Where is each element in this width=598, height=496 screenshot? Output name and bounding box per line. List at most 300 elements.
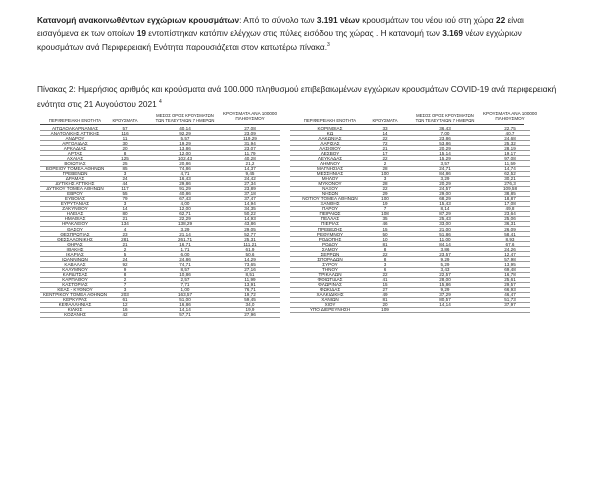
row-right-per100k: 57,98 bbox=[504, 256, 516, 262]
intro-text: : Από το σύνολο των bbox=[239, 15, 317, 25]
row-left-unit: ΘΕΣΣΑΛΟΝΙΚΗΣ bbox=[57, 236, 93, 242]
row-left-per100k: 73,65 bbox=[244, 261, 256, 267]
table-caption bbox=[37, 83, 565, 110]
row-right-avg: 8,14 bbox=[440, 206, 450, 212]
row-right-cases: 22 bbox=[382, 251, 388, 257]
row-left-unit: ΗΛΕΙΑΣ bbox=[66, 211, 84, 217]
row-left-per100k: 23,89 bbox=[244, 186, 256, 192]
row-left-cases: 21 bbox=[122, 216, 128, 222]
row-left-unit: ΑΝΔΡΟΥ bbox=[65, 135, 85, 141]
row-right-unit: ΠΕΙΡΑΙΩΣ bbox=[319, 211, 341, 217]
row-right-per100k: 8,93 bbox=[505, 236, 515, 242]
row-left-cases: 20 bbox=[122, 145, 128, 151]
row-left-avg: 40,14 bbox=[179, 125, 191, 131]
row-left-cases: 42 bbox=[122, 312, 128, 318]
row-right-per100k: 38,85 bbox=[504, 191, 516, 197]
row-right-avg: 25,43 bbox=[439, 216, 451, 222]
row-right-avg: 68,29 bbox=[439, 196, 451, 202]
row-left-avg: 20,86 bbox=[179, 160, 191, 166]
row-left-avg: 3,29 bbox=[180, 226, 190, 232]
row-right-cases: 22 bbox=[382, 135, 388, 141]
row-left-unit: ΑΡΓΟΛΙΔΑΣ bbox=[62, 140, 88, 146]
row-right-avg: 3,86 bbox=[440, 246, 450, 252]
row-left-unit: ΚΕΝΤΡΙΚΟΥ ΤΟΜΕΑ ΑΘΗΝΩΝ bbox=[42, 292, 108, 298]
row-right-unit: ΣΥΡΟΥ bbox=[322, 261, 338, 267]
row-right-unit: ΤΡΙΚΑΛΩΝ bbox=[318, 271, 342, 277]
row-right-avg: 9,29 bbox=[440, 256, 450, 262]
row-left-cases: 14 bbox=[122, 206, 128, 212]
row-left-avg: 16,43 bbox=[179, 176, 191, 181]
row-right-cases: 41 bbox=[382, 277, 388, 282]
row-left-avg: 16,71 bbox=[179, 241, 191, 247]
row-left-unit: ΔΥΤΙΚΟΥ ΤΟΜΕΑ ΑΘΗΝΩΝ bbox=[46, 186, 104, 192]
header-unit: ΠΕΡΙΦΕΡΕΙΑΚΗ ΕΝΟΤΗΤΑ bbox=[303, 118, 357, 123]
row-left-avg: 8,57 bbox=[180, 266, 190, 272]
row-right-per100k: 12,47 bbox=[504, 251, 516, 257]
row-left-avg: 10,86 bbox=[179, 271, 191, 277]
row-left-unit: ΗΜΑΘΙΑΣ bbox=[64, 216, 86, 222]
row-left-unit: ΚΕΦΑΛΛΗΝΙΑΣ bbox=[58, 302, 92, 308]
row-right-unit: ΡΟΔΟΥ bbox=[321, 241, 338, 247]
row-left-cases: 203 bbox=[121, 292, 129, 298]
row-left-per100k: 21,2 bbox=[245, 160, 255, 166]
row-left-cases: 3 bbox=[123, 201, 127, 207]
row-right-avg: 80,57 bbox=[439, 297, 451, 303]
row-right-per100k: 13,95 bbox=[504, 261, 516, 267]
row-right-per100k: 25,32 bbox=[504, 140, 516, 146]
row-left-per100k: 14,37 bbox=[244, 165, 256, 171]
row-left-cases: 7 bbox=[123, 282, 127, 288]
row-right-cases: 35 bbox=[382, 216, 388, 222]
row-right-cases: 6 bbox=[383, 266, 387, 272]
row-left-unit: ΚΕΡΚΥΡΑΣ bbox=[63, 297, 87, 303]
row-left-cases: 30 bbox=[122, 140, 128, 146]
row-right-cases: 100 bbox=[381, 170, 389, 176]
row-left-cases: 16 bbox=[122, 307, 128, 313]
row-left-per100k: 27,96 bbox=[244, 312, 256, 318]
row-left-avg: 40,86 bbox=[179, 191, 191, 197]
row-right-cases: 109 bbox=[381, 307, 389, 313]
row-right-cases: 100 bbox=[381, 196, 389, 202]
row-right-avg: 87,29 bbox=[439, 211, 451, 217]
row-right-per100k: 11,59 bbox=[504, 160, 516, 166]
row-left-cases: 9 bbox=[123, 266, 127, 272]
row-right-per100k: 23,64 bbox=[504, 211, 516, 217]
row-left-cases: 117 bbox=[121, 186, 129, 192]
row-left-avg: 1,71 bbox=[180, 246, 190, 252]
row-right-unit: ΝΑΞΟΥ bbox=[322, 186, 338, 192]
row-right-avg: 3,43 bbox=[440, 266, 450, 272]
row-left-cases: 92 bbox=[122, 261, 128, 267]
row-right-per100k: 19,17 bbox=[504, 150, 516, 156]
row-right-unit: ΦΘΙΩΤΙΔΑΣ bbox=[317, 277, 343, 282]
row-right-unit: ΥΠΟ ΔΙΕΡΕΥΝΗΣΗ bbox=[309, 307, 351, 313]
row-right-per100k: 97,08 bbox=[504, 155, 516, 161]
row-right-cases: 14 bbox=[382, 130, 388, 136]
row-right-avg: 3,57 bbox=[440, 160, 450, 166]
row-right-avg: 23,57 bbox=[439, 251, 451, 257]
row-left-avg: 62,71 bbox=[179, 211, 191, 217]
row-right-avg: 24,71 bbox=[439, 165, 451, 171]
row-right-avg: 36,43 bbox=[439, 125, 451, 131]
row-right-cases: 28 bbox=[382, 165, 388, 171]
row-right-avg: 22,57 bbox=[439, 271, 451, 277]
row-right-cases: 72 bbox=[382, 140, 388, 146]
row-left-per100k: 14,93 bbox=[244, 216, 256, 222]
row-right-unit: ΛΕΣΒΟΥ bbox=[320, 150, 340, 156]
row-left-avg: 16,86 bbox=[179, 302, 191, 308]
row-left-avg: 13,86 bbox=[179, 145, 191, 151]
row-left-per100k: 34,35 bbox=[244, 206, 256, 212]
row-left-per100k: 27,34 bbox=[244, 181, 256, 187]
row-left-avg: 24,86 bbox=[179, 256, 191, 262]
row-right-per100k: 26,09 bbox=[504, 226, 516, 232]
row-left-avg: 14,14 bbox=[179, 307, 191, 313]
row-right-avg: 84,86 bbox=[439, 170, 451, 176]
row-left-unit: ΚΑΡΠΑΘΟΥ bbox=[62, 277, 88, 282]
row-right-per100k: 69,48 bbox=[504, 266, 516, 272]
row-left-per100k: 61,9 bbox=[245, 246, 255, 252]
row-right-cases: 29 bbox=[382, 191, 388, 197]
row-left-avg: 51,00 bbox=[179, 297, 191, 303]
row-left-cases: 2 bbox=[123, 277, 127, 282]
intro-total: 3.191 νέων bbox=[316, 15, 360, 25]
row-right-per100k: 67,6 bbox=[505, 241, 515, 247]
row-left-avg: 74,71 bbox=[179, 261, 191, 267]
row-left-per100k: 76,71 bbox=[244, 287, 256, 293]
header-per100k: ΚΡΟΥΣΜΑΤΑ ΑΝΑ 100000 ΠΛΗΘΥΣΜΟΥ bbox=[222, 111, 278, 121]
row-right-avg: 3,29 bbox=[440, 176, 450, 181]
row-left-per100k: 9,45 bbox=[245, 170, 255, 176]
row-right-cases: 22 bbox=[382, 186, 388, 192]
header-per100k: ΚΡΟΥΣΜΑΤΑ ΑΝΑ 100000 ΠΛΗΘΥΣΜΟΥ bbox=[482, 111, 538, 121]
row-left-per100k: 34,0 bbox=[245, 302, 255, 308]
header-avg: ΜΕΣΟΣ ΟΡΟΣ ΚΡΟΥΣΜΑΤΩΝ ΤΩΝ ΤΕΛΕΥΤΑΙΩΝ 7 ΗΜΕΡΩΝ bbox=[155, 113, 215, 123]
row-left-avg: 1,00 bbox=[180, 287, 190, 293]
row-left-per100k: 31,94 bbox=[244, 140, 256, 146]
row-left-cases: 12 bbox=[122, 302, 128, 308]
intro-text: είναι εισαγόμενα εκ των οποίων bbox=[37, 15, 524, 38]
row-right-unit: ΛΗΜΝΟΥ bbox=[319, 160, 341, 166]
row-left-per100k: 111,21 bbox=[243, 241, 257, 247]
row-left-per100k: 27,08 bbox=[244, 125, 256, 131]
row-left-per100k: 50,6 bbox=[245, 251, 255, 257]
intro-detected: 19 bbox=[136, 27, 146, 38]
table-caption-footnote: 4 bbox=[159, 98, 162, 105]
row-left-cases: 8 bbox=[123, 271, 127, 277]
row-left-unit: ΚΟΖΑΝΗΣ bbox=[64, 312, 86, 318]
row-right-unit: ΚΩ bbox=[326, 130, 334, 136]
row-left-cases: 8 bbox=[123, 150, 127, 156]
intro-domestic: 3.169 bbox=[442, 27, 463, 38]
header-avg: ΜΕΣΟΣ ΟΡΟΣ ΚΡΟΥΣΜΑΤΩΝ ΤΩΝ ΤΕΛΕΥΤΑΙΩΝ 7 ΗΜΕΡΩΝ bbox=[415, 113, 475, 123]
row-left-cases: 24 bbox=[122, 256, 128, 262]
row-right-cases: 49 bbox=[382, 292, 388, 298]
row-left-per100k: 14,29 bbox=[244, 256, 256, 262]
row-right-avg: 5,29 bbox=[440, 261, 450, 267]
row-left-cases: 3 bbox=[123, 287, 127, 293]
row-right-unit: ΜΥΚΟΝΟΥ bbox=[318, 181, 342, 187]
row-right-avg: 15,43 bbox=[439, 201, 451, 207]
cases-table bbox=[0, 113, 598, 493]
row-right-unit: ΠΕΛΛΑΣ bbox=[320, 216, 340, 222]
row-left-per100k: 19,72 bbox=[244, 292, 256, 298]
row-left-per100k: 14,94 bbox=[244, 201, 256, 207]
row-right-unit: ΛΑΡΙΣΑΣ bbox=[320, 140, 340, 146]
row-right-cases: 33 bbox=[382, 125, 388, 131]
row-right-cases: 20 bbox=[382, 302, 388, 308]
row-left-per100k: 25,31 bbox=[244, 236, 256, 242]
row-left-cases: 134 bbox=[121, 221, 129, 227]
row-left-cases: 125 bbox=[121, 155, 129, 161]
row-right-per100k: 18,87 bbox=[504, 196, 516, 202]
row-right-per100k: 14,74 bbox=[504, 165, 516, 171]
intro-text: νέων εγχώριων κρουσμάτων ανά Περιφερειακή Ενότητα παρουσιάζεται στον κατωτέρω πίνακα. bbox=[37, 27, 522, 52]
row-right-cases: 8 bbox=[383, 256, 387, 262]
intro-paragraph bbox=[37, 14, 565, 53]
row-left-avg: 12,00 bbox=[179, 150, 191, 156]
row-right-per100k: 62,52 bbox=[504, 170, 516, 176]
row-left-unit: ΚΑΛΥΜΝΟΥ bbox=[62, 266, 88, 272]
header-unit: ΠΕΡΙΦΕΡΕΙΑΚΗ ΕΝΟΤΗΤΑ bbox=[48, 118, 102, 123]
row-left-unit: ΕΥΒΟΙΑΣ bbox=[65, 196, 85, 202]
row-right-avg: 20,29 bbox=[439, 181, 451, 187]
row-right-per100k: 28,19 bbox=[504, 145, 516, 151]
row-right-unit: ΧΙΟΥ bbox=[324, 302, 336, 308]
row-left-cases: 4 bbox=[123, 226, 127, 232]
row-right-avg: 11,00 bbox=[439, 236, 451, 242]
row-right-unit: ΠΑΡΟΥ bbox=[322, 206, 338, 212]
row-left-per100k: 40,28 bbox=[244, 155, 256, 161]
row-right-avg: 29,00 bbox=[439, 191, 451, 197]
row-right-avg: 20,29 bbox=[439, 145, 451, 151]
row-right-unit: ΛΕΥΚΑΔΑΣ bbox=[317, 155, 343, 161]
row-left-cases: 44 bbox=[122, 181, 128, 187]
row-left-per100k: 11,99 bbox=[244, 277, 256, 282]
row-left-cases: 2 bbox=[123, 246, 127, 252]
intro-text: κρουσμάτων του νέου ιού στη χώρα bbox=[359, 15, 497, 25]
row-left-per100k: 8,51 bbox=[245, 271, 255, 277]
intro-imported: 22 bbox=[496, 15, 506, 25]
row-right-per100k: 22,75 bbox=[504, 125, 516, 131]
row-right-avg: 28,00 bbox=[439, 277, 451, 282]
row-left-cases: 79 bbox=[122, 196, 128, 202]
row-left-avg: 138,29 bbox=[177, 221, 193, 227]
row-right-per100k: 46,47 bbox=[504, 292, 516, 298]
row-right-unit: ΝΟΤΙΟΥ ΤΟΜΕΑ ΑΘΗΝΩΝ bbox=[302, 196, 358, 202]
row-right-cases: 10 bbox=[382, 236, 388, 242]
row-right-avg: 24,57 bbox=[439, 186, 451, 192]
row-right-per100k: 37,97 bbox=[504, 302, 516, 308]
row-left-unit: ΕΒΡΟΥ bbox=[67, 191, 83, 197]
row-right-unit: ΣΑΜΟΥ bbox=[321, 246, 339, 252]
row-right-avg: 7,00 bbox=[440, 130, 450, 136]
row-right-cases: 108 bbox=[381, 211, 389, 217]
row-left-cases: 61 bbox=[122, 297, 128, 303]
row-left-unit: ΒΟΡΕΙΟΥ ΤΟΜΕΑ ΑΘΗΝΩΝ bbox=[45, 165, 105, 171]
row-right-avg: 15,29 bbox=[439, 155, 451, 161]
row-right-cases: 81 bbox=[382, 241, 388, 247]
row-left-avg: 91,29 bbox=[179, 186, 191, 192]
header-cases: ΚΡΟΥΣΜΑΤΑ bbox=[372, 118, 398, 123]
row-left-avg: 5,57 bbox=[180, 135, 190, 141]
row-left-unit: ΑΙΤΩΛΟΑΚΑΡΝΑΝΙΑΣ bbox=[51, 125, 99, 131]
row-left-per100k: 27,16 bbox=[244, 266, 256, 272]
row-right-per100k: 16,78 bbox=[504, 271, 516, 277]
row-right-unit: ΣΕΡΡΩΝ bbox=[320, 251, 340, 257]
row-right-per100k: 58,41 bbox=[504, 231, 516, 237]
row-right-unit: ΡΕΘΥΜΝΟΥ bbox=[316, 231, 344, 237]
row-left-avg: 7,71 bbox=[180, 282, 190, 288]
row-right-per100k: 66,93 bbox=[504, 287, 516, 293]
row-right-per100k: 51,73 bbox=[504, 297, 516, 303]
row-right-unit: ΜΑΓΝΗΣΙΑΣ bbox=[316, 165, 344, 171]
row-left-per100k: 23,09 bbox=[244, 130, 256, 136]
row-right-unit: ΝΗΣΩΝ bbox=[321, 191, 339, 197]
row-left-per100k: 119,29 bbox=[243, 135, 257, 141]
row-left-avg: 22,29 bbox=[179, 216, 191, 222]
row-right-per100k: 17,08 bbox=[504, 201, 516, 207]
row-left-cases: 116 bbox=[121, 130, 129, 136]
row-right-avg: 23,86 bbox=[439, 135, 451, 141]
row-right-cases: 3 bbox=[383, 261, 387, 267]
row-right-cases: 21 bbox=[382, 145, 388, 151]
row-right-cases: 50 bbox=[382, 231, 388, 237]
row-right-unit: ΞΑΝΘΗΣ bbox=[320, 201, 340, 207]
row-left-per100k: 29,05 bbox=[244, 226, 256, 232]
row-right-per100k: 109,58 bbox=[502, 186, 518, 192]
row-right-avg: 15,86 bbox=[439, 282, 451, 288]
row-right-cases: 22 bbox=[382, 155, 388, 161]
row-left-unit: ΑΧΑΙΑΣ bbox=[66, 155, 84, 161]
row-left-unit: ΒΟΙΩΤΙΑΣ bbox=[64, 160, 86, 166]
row-right-cases: 3 bbox=[383, 176, 387, 181]
row-left-avg: 21,14 bbox=[179, 231, 191, 237]
row-left-unit: ΚΙΛΚΙΣ bbox=[67, 307, 83, 313]
row-right-per100k: 24,68 bbox=[504, 135, 516, 141]
row-left-per100k: 11,79 bbox=[244, 150, 256, 156]
row-left-per100k: 59,45 bbox=[244, 297, 256, 303]
row-left-avg: 4,71 bbox=[180, 170, 190, 176]
row-left-avg: 102,43 bbox=[177, 155, 193, 161]
row-right-cases: 27 bbox=[382, 287, 388, 293]
row-right-avg: 14,14 bbox=[439, 302, 451, 308]
intro-text: εντοπίστηκαν κατόπιν ελέγχων στις πύλες εισόδου της χώρας . Η κατανομή των bbox=[145, 27, 443, 38]
row-left-cases: 80 bbox=[122, 211, 128, 217]
row-left-cases: 3 bbox=[123, 170, 127, 176]
row-right-cases: 15 bbox=[382, 282, 388, 288]
row-left-unit: ΔΥΤΙΚΗΣ ΑΤΤΙΚΗΣ bbox=[55, 181, 95, 187]
row-left-avg: 163,57 bbox=[177, 292, 193, 298]
row-left-avg: 92,29 bbox=[179, 130, 191, 136]
row-rule bbox=[40, 317, 280, 318]
row-left-avg: 19,29 bbox=[179, 140, 191, 146]
row-left-cases: 281 bbox=[121, 236, 129, 242]
row-right-unit: ΠΙΕΡΙΑΣ bbox=[321, 221, 339, 227]
table-caption-text: Πίνακας 2: Ημερήσιος αριθμός και κρούσματα ανά 100.000 πληθυσμού επιβεβαιωμένων εγχώριων κρουσμάτων COVID-19 ανά περιφερειακή ενότητα στις 21 Αυγούστου 2021 bbox=[37, 84, 557, 109]
row-right-avg: 33,00 bbox=[439, 221, 451, 227]
row-right-per100k: 49,8 bbox=[505, 206, 515, 212]
row-left-unit: ΑΡΚΑΔΙΑΣ bbox=[63, 145, 87, 151]
row-right-cases: 2 bbox=[383, 160, 387, 166]
row-left-per100k: 19,9 bbox=[245, 307, 255, 313]
row-left-unit: ΙΚΑΡΙΑΣ bbox=[66, 251, 84, 257]
row-left-cases: 25 bbox=[122, 160, 128, 166]
row-right-per100k: 36,31 bbox=[504, 221, 516, 227]
row-left-per100k: 23,07 bbox=[244, 145, 256, 151]
row-right-per100k: 30,21 bbox=[504, 176, 516, 181]
row-right-unit: ΛΑΚΩΝΙΑΣ bbox=[318, 135, 342, 141]
row-left-per100k: 43,86 bbox=[244, 221, 256, 227]
row-left-per100k: 13,91 bbox=[244, 282, 256, 288]
row-left-avg: 74,86 bbox=[179, 165, 191, 171]
row-right-per100k: 24,26 bbox=[504, 246, 516, 252]
row-left-unit: ΓΡΕΒΕΝΩΝ bbox=[62, 170, 88, 176]
row-right-unit: ΦΛΩΡΙΝΑΣ bbox=[318, 282, 342, 288]
row-right-unit: ΦΩΚΙΔΑΣ bbox=[319, 287, 341, 293]
row-left-unit: ΘΕΣΠΡΩΤΙΑΣ bbox=[60, 231, 90, 237]
row-right-unit: ΧΑΝΙΩΝ bbox=[321, 297, 339, 303]
row-left-per100k: 37,47 bbox=[244, 196, 256, 202]
row-right-unit: ΤΗΝΟΥ bbox=[322, 266, 338, 272]
row-left-cases: 21 bbox=[122, 241, 128, 247]
row-left-avg: 12,00 bbox=[179, 206, 191, 212]
row-right-per100k: 25,61 bbox=[504, 277, 516, 282]
row-left-avg: 67,43 bbox=[179, 196, 191, 202]
row-left-unit: ΚΑΣΤΟΡΙΑΣ bbox=[62, 282, 88, 288]
row-left-cases: 24 bbox=[122, 176, 128, 181]
row-right-avg: 21,00 bbox=[439, 226, 451, 232]
row-left-unit: ΚΑΒΑΛΑΣ bbox=[64, 261, 86, 267]
row-right-unit: ΜΗΛΟΥ bbox=[321, 176, 339, 181]
row-left-per100k: 37,18 bbox=[244, 191, 256, 197]
row-right-per100k: 40,7 bbox=[505, 130, 515, 136]
row-left-per100k: 50,22 bbox=[244, 211, 256, 217]
row-right-per100k: 29,57 bbox=[504, 282, 516, 288]
intro-footnote: 3 bbox=[327, 42, 330, 48]
row-right-cases: 8 bbox=[383, 246, 387, 252]
row-right-unit: ΡΟΔΟΠΗΣ bbox=[318, 236, 342, 242]
row-left-unit: ΘΑΣΟΥ bbox=[67, 226, 83, 232]
row-left-unit: ΑΝΑΤΟΛΙΚΗΣ ΑΤΤΙΚΗΣ bbox=[50, 130, 100, 136]
row-left-cases: 23 bbox=[122, 231, 128, 237]
row-right-unit: ΚΟΡΙΝΘΙΑΣ bbox=[317, 125, 343, 131]
row-right-avg: 9,29 bbox=[440, 287, 450, 293]
row-right-per100k: 276,3 bbox=[504, 181, 516, 187]
row-right-cases: 19 bbox=[382, 201, 388, 207]
header-cases: ΚΡΟΥΣΜΑΤΑ bbox=[112, 118, 138, 123]
row-left-unit: ΗΡΑΚΛΕΙΟΥ bbox=[61, 221, 89, 227]
row-right-avg: 37,29 bbox=[439, 292, 451, 298]
row-left-cases: 5 bbox=[123, 251, 127, 257]
row-left-unit: ΙΘΑΚΗΣ bbox=[66, 246, 84, 252]
row-left-cases: 11 bbox=[122, 135, 128, 141]
row-right-unit: ΠΡΕΒΕΖΗΣ bbox=[317, 226, 343, 232]
row-left-unit: ΚΑΡΔΙΤΣΑΣ bbox=[62, 271, 88, 277]
row-right-unit: ΛΑΣΙΘΙΟΥ bbox=[319, 145, 341, 151]
row-right-per100k: 25,06 bbox=[504, 216, 516, 222]
intro-lead: Κατανομή ανακοινωθέντων εγχώριων κρουσμάτων bbox=[37, 15, 240, 25]
row-left-unit: ΙΩΑΝΝΙΝΩΝ bbox=[62, 256, 88, 262]
row-left-unit: ΖΑΚΥΝΘΟΥ bbox=[62, 206, 88, 212]
row-left-per100k: 52,77 bbox=[244, 231, 256, 237]
row-right-unit: ΜΕΣΣΗΝΙΑΣ bbox=[316, 170, 344, 176]
row-right-cases: 22 bbox=[382, 271, 388, 277]
row-left-unit: ΘΗΡΑΣ bbox=[67, 241, 83, 247]
row-right-unit: ΧΑΛΚΙΔΙΚΗΣ bbox=[316, 292, 344, 298]
row-left-avg: 57,71 bbox=[179, 312, 191, 318]
row-left-unit: ΕΥΡΥΤΑΝΙΑΣ bbox=[60, 201, 90, 207]
